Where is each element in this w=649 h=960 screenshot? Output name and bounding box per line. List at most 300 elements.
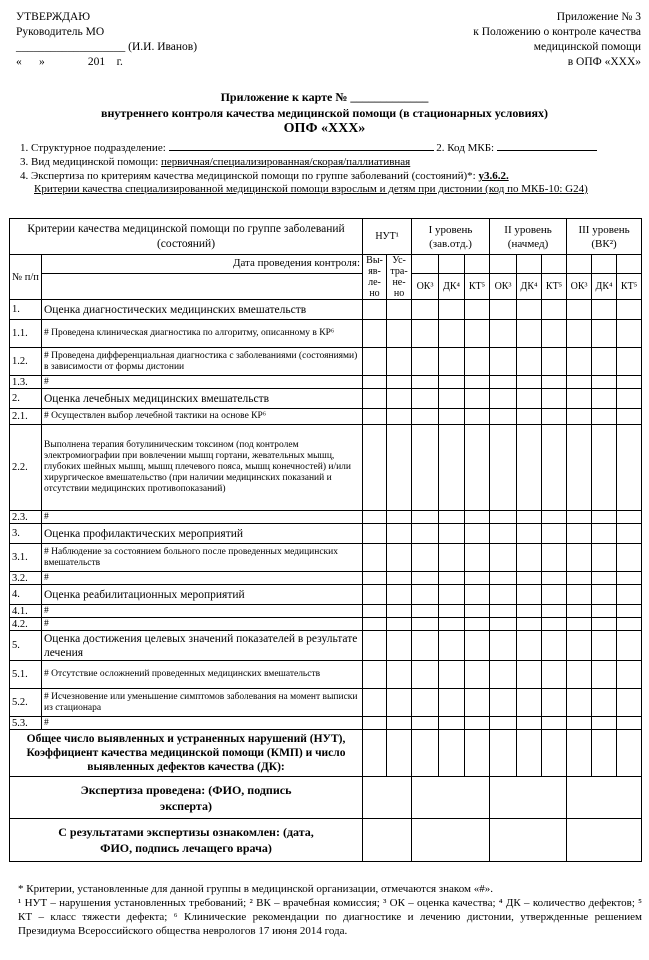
row-score-cell[interactable] (567, 348, 592, 376)
row-score-cell[interactable] (465, 605, 490, 618)
row-score-cell[interactable] (542, 409, 567, 425)
row-score-cell[interactable] (465, 661, 490, 689)
row-score-cell[interactable] (517, 348, 542, 376)
row-score-cell[interactable] (517, 631, 542, 661)
acquainted-cell[interactable] (412, 819, 490, 862)
row-score-cell[interactable] (592, 631, 617, 661)
row-score-cell[interactable] (465, 389, 490, 409)
row-score-cell[interactable] (490, 631, 517, 661)
meta-fields (20, 140, 642, 196)
row-score-cell[interactable] (387, 425, 412, 511)
row-score-cell[interactable] (542, 348, 567, 376)
table-row (10, 689, 642, 717)
row-score-cell[interactable] (439, 661, 465, 689)
row-score-cell[interactable] (490, 661, 517, 689)
row-score-cell[interactable] (517, 618, 542, 631)
row-score-cell[interactable] (617, 585, 642, 605)
row-score-cell[interactable] (592, 511, 617, 524)
row-score-cell[interactable] (567, 689, 592, 717)
row-score-cell[interactable] (517, 585, 542, 605)
level-2-date[interactable] (490, 255, 517, 274)
row-score-cell[interactable] (363, 376, 387, 389)
row-score-cell[interactable] (617, 389, 642, 409)
appendix-number: Приложение № 3 (556, 11, 641, 23)
row-score-cell[interactable] (363, 389, 387, 409)
row-score-cell[interactable] (363, 585, 387, 605)
row-number: 1.1. (10, 320, 42, 348)
row-score-cell[interactable] (412, 661, 439, 689)
row-score-cell[interactable] (617, 572, 642, 585)
meta-line-5 (20, 183, 642, 196)
row-score-cell[interactable] (412, 389, 439, 409)
row-criterion: # Исчезновение или уменьшение симптомов заболевания на момент выписки из стационара (42, 689, 363, 717)
appendix-ref-3: в ОПФ «ХХХ» (567, 56, 641, 68)
row-score-cell[interactable] (617, 618, 642, 631)
table-row (10, 717, 642, 730)
row-score-cell[interactable] (387, 544, 412, 572)
row-score-cell[interactable] (567, 300, 592, 320)
row-score-cell[interactable] (490, 585, 517, 605)
row-score-cell[interactable] (567, 717, 592, 730)
total-label: Общее число выявленных и устраненных нарушений (НУТ), Коэффициент качества медицинской помощи (КМП) и число выявленных дефектов качества (ДК): (10, 730, 363, 777)
row-score-cell[interactable] (592, 425, 617, 511)
nut-found-header: Вы-яв-ле-но (363, 255, 387, 300)
appendix-ref-2: медицинской помощи (533, 41, 641, 53)
row-score-cell[interactable] (542, 661, 567, 689)
row-score-cell[interactable] (567, 544, 592, 572)
row-score-cell[interactable] (439, 605, 465, 618)
criteria-header: Критерии качества медицинской помощи по группе заболеваний (состояний) (10, 219, 363, 255)
row-score-cell[interactable] (542, 689, 567, 717)
dk-header: ДК⁴ (439, 273, 465, 299)
expertise-cell[interactable] (363, 777, 412, 819)
row-number: 3. (10, 524, 42, 544)
row-score-cell[interactable] (490, 524, 517, 544)
row-score-cell[interactable] (490, 572, 517, 585)
row-score-cell[interactable] (439, 585, 465, 605)
row-score-cell[interactable] (439, 524, 465, 544)
row-score-cell[interactable] (439, 618, 465, 631)
criteria-description: Критерии качества специализированной медицинской помощи взрослым и детям при дистонии (код по МКБ-10: G24) (34, 183, 588, 195)
row-score-cell[interactable] (412, 300, 439, 320)
row-score-cell[interactable] (439, 348, 465, 376)
row-score-cell[interactable] (363, 511, 387, 524)
row-score-cell[interactable] (439, 409, 465, 425)
row-score-cell[interactable] (412, 605, 439, 618)
title-line-1: Приложение к карте № _____________ (220, 90, 429, 104)
total-cell[interactable] (412, 730, 439, 777)
row-score-cell[interactable] (412, 618, 439, 631)
row-score-cell[interactable] (592, 618, 617, 631)
total-cell[interactable] (490, 730, 517, 777)
table-row (10, 631, 642, 661)
row-criterion: Оценка профилактических мероприятий (42, 524, 363, 544)
row-score-cell[interactable] (465, 320, 490, 348)
table-head-row-3 (10, 273, 642, 299)
approve-label: УТВЕРЖДАЮ (16, 11, 91, 23)
row-criterion: Оценка лечебных медицинских вмешательств (42, 389, 363, 409)
row-number: 1.2. (10, 348, 42, 376)
row-score-cell[interactable] (617, 409, 642, 425)
row-score-cell[interactable] (363, 689, 387, 717)
approval-block (16, 10, 197, 70)
row-score-cell[interactable] (490, 300, 517, 320)
row-score-cell[interactable] (542, 572, 567, 585)
acquainted-label: С результатами экспертизы ознакомлен: (дата, ФИО, подпись лечащего врача) (10, 819, 363, 862)
expertise-cell[interactable] (490, 777, 567, 819)
total-cell[interactable] (567, 730, 592, 777)
row-score-cell[interactable] (363, 631, 387, 661)
row-score-cell[interactable] (567, 376, 592, 389)
row-score-cell[interactable] (490, 544, 517, 572)
row-score-cell[interactable] (567, 425, 592, 511)
row-score-cell[interactable] (387, 389, 412, 409)
row-score-cell[interactable] (490, 618, 517, 631)
table-row (10, 524, 642, 544)
footnote-star: * Критерии, установленные для данной группы в медицинской организации, отмечаются знаком «#». (18, 883, 493, 895)
row-score-cell[interactable] (363, 661, 387, 689)
row-score-cell[interactable] (363, 524, 387, 544)
row-score-cell[interactable] (592, 661, 617, 689)
row-score-cell[interactable] (412, 376, 439, 389)
row-score-cell[interactable] (617, 661, 642, 689)
row-score-cell[interactable] (517, 524, 542, 544)
row-score-cell[interactable] (465, 409, 490, 425)
row-score-cell[interactable] (363, 425, 387, 511)
row-score-cell[interactable] (439, 572, 465, 585)
row-criterion: # (42, 511, 363, 524)
expertise-cell[interactable] (567, 777, 642, 819)
row-criterion: # (42, 605, 363, 618)
row-score-cell[interactable] (517, 409, 542, 425)
row-score-cell[interactable] (592, 348, 617, 376)
row-score-cell[interactable] (387, 631, 412, 661)
level-3-header: III уровень (ВК²) (567, 219, 642, 255)
total-cell[interactable] (592, 730, 617, 777)
row-criterion: Оценка реабилитационных мероприятий (42, 585, 363, 605)
row-score-cell[interactable] (617, 689, 642, 717)
row-score-cell[interactable] (517, 572, 542, 585)
row-score-cell[interactable] (567, 389, 592, 409)
criteria-header-spacer (42, 273, 363, 299)
appendix-ref-1: к Положению о контроле качества (473, 26, 641, 38)
row-score-cell[interactable] (412, 572, 439, 585)
row-score-cell[interactable] (592, 585, 617, 605)
row-score-cell[interactable] (490, 717, 517, 730)
row-score-cell[interactable] (517, 544, 542, 572)
row-score-cell[interactable] (567, 524, 592, 544)
row-score-cell[interactable] (363, 717, 387, 730)
row-score-cell[interactable] (542, 524, 567, 544)
acquainted-row (10, 819, 642, 862)
level-1-header: I уровень (зав.отд.) (412, 219, 490, 255)
row-score-cell[interactable] (542, 585, 567, 605)
title-line-3: ОПФ «ХХХ» (283, 121, 366, 136)
row-score-cell[interactable] (592, 376, 617, 389)
row-score-cell[interactable] (387, 605, 412, 618)
row-score-cell[interactable] (387, 300, 412, 320)
row-score-cell[interactable] (592, 572, 617, 585)
row-score-cell[interactable] (465, 524, 490, 544)
row-score-cell[interactable] (542, 389, 567, 409)
table-row (10, 605, 642, 618)
row-score-cell[interactable] (412, 409, 439, 425)
row-score-cell[interactable] (517, 376, 542, 389)
ok-header: ОК³ (490, 273, 517, 299)
row-score-cell[interactable] (412, 524, 439, 544)
row-criterion: Выполнена терапия ботулиническим токсином (под контролем электромиографии при вовлечении мышц гортани, жевательных мышц, глубоких шейных мышц, мышц плечевого пояса, мышц конечностей) и/или хирургическое вмешательство (при наличии медицинских показаний и отсутствии медицинских противопоказаний) (42, 425, 363, 511)
row-score-cell[interactable] (412, 544, 439, 572)
row-criterion: # Проведена дифференциальная диагностика с заболеваниями (состояниями) в зависимости от формы дистонии (42, 348, 363, 376)
row-score-cell[interactable] (363, 605, 387, 618)
row-score-cell[interactable] (439, 389, 465, 409)
row-score-cell[interactable] (617, 717, 642, 730)
row-score-cell[interactable] (517, 300, 542, 320)
row-score-cell[interactable] (387, 524, 412, 544)
row-score-cell[interactable] (567, 618, 592, 631)
expertise-cell[interactable] (412, 777, 490, 819)
row-score-cell[interactable] (567, 320, 592, 348)
row-score-cell[interactable] (465, 511, 490, 524)
table-row (10, 618, 642, 631)
row-score-cell[interactable] (567, 605, 592, 618)
row-score-cell[interactable] (592, 524, 617, 544)
row-score-cell[interactable] (617, 544, 642, 572)
row-score-cell[interactable] (517, 425, 542, 511)
row-score-cell[interactable] (592, 409, 617, 425)
row-score-cell[interactable] (617, 376, 642, 389)
row-score-cell[interactable] (412, 425, 439, 511)
row-score-cell[interactable] (439, 300, 465, 320)
row-criterion: # Проведена клиническая диагностика по алгоритму, описанному в КР⁶ (42, 320, 363, 348)
row-score-cell[interactable] (567, 409, 592, 425)
row-score-cell[interactable] (412, 320, 439, 348)
row-score-cell[interactable] (517, 389, 542, 409)
row-score-cell[interactable] (439, 511, 465, 524)
row-score-cell[interactable] (387, 661, 412, 689)
document-header (16, 10, 641, 72)
row-score-cell[interactable] (542, 544, 567, 572)
row-score-cell[interactable] (542, 631, 567, 661)
row-score-cell[interactable] (617, 320, 642, 348)
row-score-cell[interactable] (465, 544, 490, 572)
acquainted-cell[interactable] (490, 819, 567, 862)
row-score-cell[interactable] (363, 320, 387, 348)
acquainted-cell[interactable] (567, 819, 642, 862)
row-score-cell[interactable] (490, 320, 517, 348)
row-score-cell[interactable] (465, 300, 490, 320)
footnote-abbreviations: ¹ НУТ – нарушения установленных требований; ² ВК – врачебная комиссия; ³ ОК – оценка качества; ⁴ ДК – количество дефектов; ⁵ КТ – класс тяжести дефекта; ⁶ Клинические рекомендации по диагностике и лечению дистонии, утвержденные решением Президиума Всероссийского общества неврологов 17 июня 2014 года. (18, 897, 642, 937)
row-criterion: # (42, 572, 363, 585)
row-score-cell[interactable] (387, 717, 412, 730)
row-score-cell[interactable] (592, 300, 617, 320)
row-score-cell[interactable] (592, 320, 617, 348)
row-score-cell[interactable] (592, 717, 617, 730)
level-2-date[interactable] (542, 255, 567, 274)
criteria-label: 4. Экспертиза по критериям качества медицинской помощи по группе заболеваний (состояний)*: (20, 170, 476, 182)
document-title (0, 89, 649, 137)
row-score-cell[interactable] (387, 585, 412, 605)
row-score-cell[interactable] (542, 511, 567, 524)
row-score-cell[interactable] (412, 689, 439, 717)
total-cell[interactable] (542, 730, 567, 777)
row-score-cell[interactable] (490, 605, 517, 618)
total-cell[interactable] (387, 730, 412, 777)
row-score-cell[interactable] (542, 425, 567, 511)
row-score-cell[interactable] (592, 689, 617, 717)
row-score-cell[interactable] (490, 389, 517, 409)
ok-header: ОК³ (412, 273, 439, 299)
row-score-cell[interactable] (465, 631, 490, 661)
row-score-cell[interactable] (439, 425, 465, 511)
row-number: 2.1. (10, 409, 42, 425)
table-row (10, 425, 642, 511)
row-score-cell[interactable] (363, 544, 387, 572)
row-score-cell[interactable] (363, 409, 387, 425)
nut-fixed-header: Ус-тра-не-но (387, 255, 412, 300)
row-score-cell[interactable] (490, 409, 517, 425)
row-score-cell[interactable] (617, 631, 642, 661)
care-type-label: 3. Вид медицинской помощи: (20, 156, 162, 168)
level-3-date[interactable] (617, 255, 642, 274)
row-score-cell[interactable] (490, 348, 517, 376)
row-score-cell[interactable] (490, 689, 517, 717)
row-score-cell[interactable] (617, 524, 642, 544)
row-score-cell[interactable] (465, 618, 490, 631)
row-score-cell[interactable] (465, 585, 490, 605)
row-score-cell[interactable] (412, 717, 439, 730)
level-1-date[interactable] (439, 255, 465, 274)
table-head-row-2 (10, 255, 642, 274)
row-score-cell[interactable] (567, 572, 592, 585)
total-cell[interactable] (517, 730, 542, 777)
row-score-cell[interactable] (617, 605, 642, 618)
row-score-cell[interactable] (567, 661, 592, 689)
row-score-cell[interactable] (517, 717, 542, 730)
row-score-cell[interactable] (567, 511, 592, 524)
row-score-cell[interactable] (363, 618, 387, 631)
row-score-cell[interactable] (542, 605, 567, 618)
row-number: 4.1. (10, 605, 42, 618)
meta-line-1 (20, 140, 642, 155)
level-3-date[interactable] (567, 255, 592, 274)
row-score-cell[interactable] (412, 511, 439, 524)
row-score-cell[interactable] (592, 605, 617, 618)
total-cell[interactable] (617, 730, 642, 777)
row-score-cell[interactable] (490, 376, 517, 389)
row-score-cell[interactable] (465, 348, 490, 376)
row-score-cell[interactable] (439, 376, 465, 389)
table-row (10, 585, 642, 605)
row-score-cell[interactable] (617, 425, 642, 511)
row-score-cell[interactable] (387, 689, 412, 717)
table-row (10, 348, 642, 376)
row-score-cell[interactable] (490, 425, 517, 511)
row-score-cell[interactable] (387, 409, 412, 425)
expertise-row (10, 777, 642, 819)
icd-field[interactable] (497, 140, 597, 151)
row-score-cell[interactable] (517, 689, 542, 717)
row-number: 5. (10, 631, 42, 661)
level-1-date[interactable] (412, 255, 439, 274)
table-row (10, 320, 642, 348)
total-cell[interactable] (465, 730, 490, 777)
row-score-cell[interactable] (517, 511, 542, 524)
dk-header: ДК⁴ (592, 273, 617, 299)
row-score-cell[interactable] (387, 572, 412, 585)
row-score-cell[interactable] (387, 320, 412, 348)
department-field[interactable] (169, 140, 434, 151)
row-score-cell[interactable] (542, 618, 567, 631)
level-1-date[interactable] (465, 255, 490, 274)
row-score-cell[interactable] (465, 717, 490, 730)
meta-line-4 (20, 169, 642, 183)
table-row (10, 376, 642, 389)
row-score-cell[interactable] (363, 348, 387, 376)
row-score-cell[interactable] (542, 376, 567, 389)
department-label: 1. Структурное подразделение: (20, 142, 166, 154)
row-score-cell[interactable] (517, 661, 542, 689)
row-score-cell[interactable] (592, 544, 617, 572)
row-score-cell[interactable] (439, 717, 465, 730)
row-score-cell[interactable] (439, 320, 465, 348)
table-head-row-1 (10, 219, 642, 255)
level-3-date[interactable] (592, 255, 617, 274)
row-score-cell[interactable] (567, 585, 592, 605)
row-score-cell[interactable] (439, 631, 465, 661)
row-criterion: Оценка диагностических медицинских вмешательств (42, 300, 363, 320)
table-row (10, 511, 642, 524)
number-header: № п/п (10, 255, 42, 300)
row-score-cell[interactable] (387, 348, 412, 376)
row-score-cell[interactable] (387, 376, 412, 389)
date-line: « » 201 г. (16, 56, 123, 68)
row-score-cell[interactable] (517, 320, 542, 348)
row-score-cell[interactable] (617, 511, 642, 524)
total-cell[interactable] (363, 730, 387, 777)
row-score-cell[interactable] (363, 300, 387, 320)
row-score-cell[interactable] (387, 511, 412, 524)
row-score-cell[interactable] (517, 605, 542, 618)
row-score-cell[interactable] (412, 585, 439, 605)
row-score-cell[interactable] (439, 544, 465, 572)
row-score-cell[interactable] (465, 425, 490, 511)
row-score-cell[interactable] (592, 389, 617, 409)
title-line-2: внутреннего контроля качества медицинской помощи (в стационарных условиях) (100, 106, 548, 120)
row-score-cell[interactable] (465, 689, 490, 717)
row-score-cell[interactable] (412, 348, 439, 376)
row-score-cell[interactable] (617, 300, 642, 320)
level-2-date[interactable] (517, 255, 542, 274)
kt-header: КТ⁵ (542, 273, 567, 299)
row-score-cell[interactable] (567, 631, 592, 661)
kt-header: КТ⁵ (465, 273, 490, 299)
row-score-cell[interactable] (439, 689, 465, 717)
row-score-cell[interactable] (363, 572, 387, 585)
row-score-cell[interactable] (412, 631, 439, 661)
acquainted-cell[interactable] (363, 819, 412, 862)
row-score-cell[interactable] (490, 511, 517, 524)
row-score-cell[interactable] (617, 348, 642, 376)
row-score-cell[interactable] (465, 572, 490, 585)
row-criterion: # (42, 717, 363, 730)
row-score-cell[interactable] (542, 320, 567, 348)
row-score-cell[interactable] (542, 300, 567, 320)
row-score-cell[interactable] (465, 376, 490, 389)
total-cell[interactable] (439, 730, 465, 777)
row-score-cell[interactable] (542, 717, 567, 730)
row-score-cell[interactable] (387, 618, 412, 631)
